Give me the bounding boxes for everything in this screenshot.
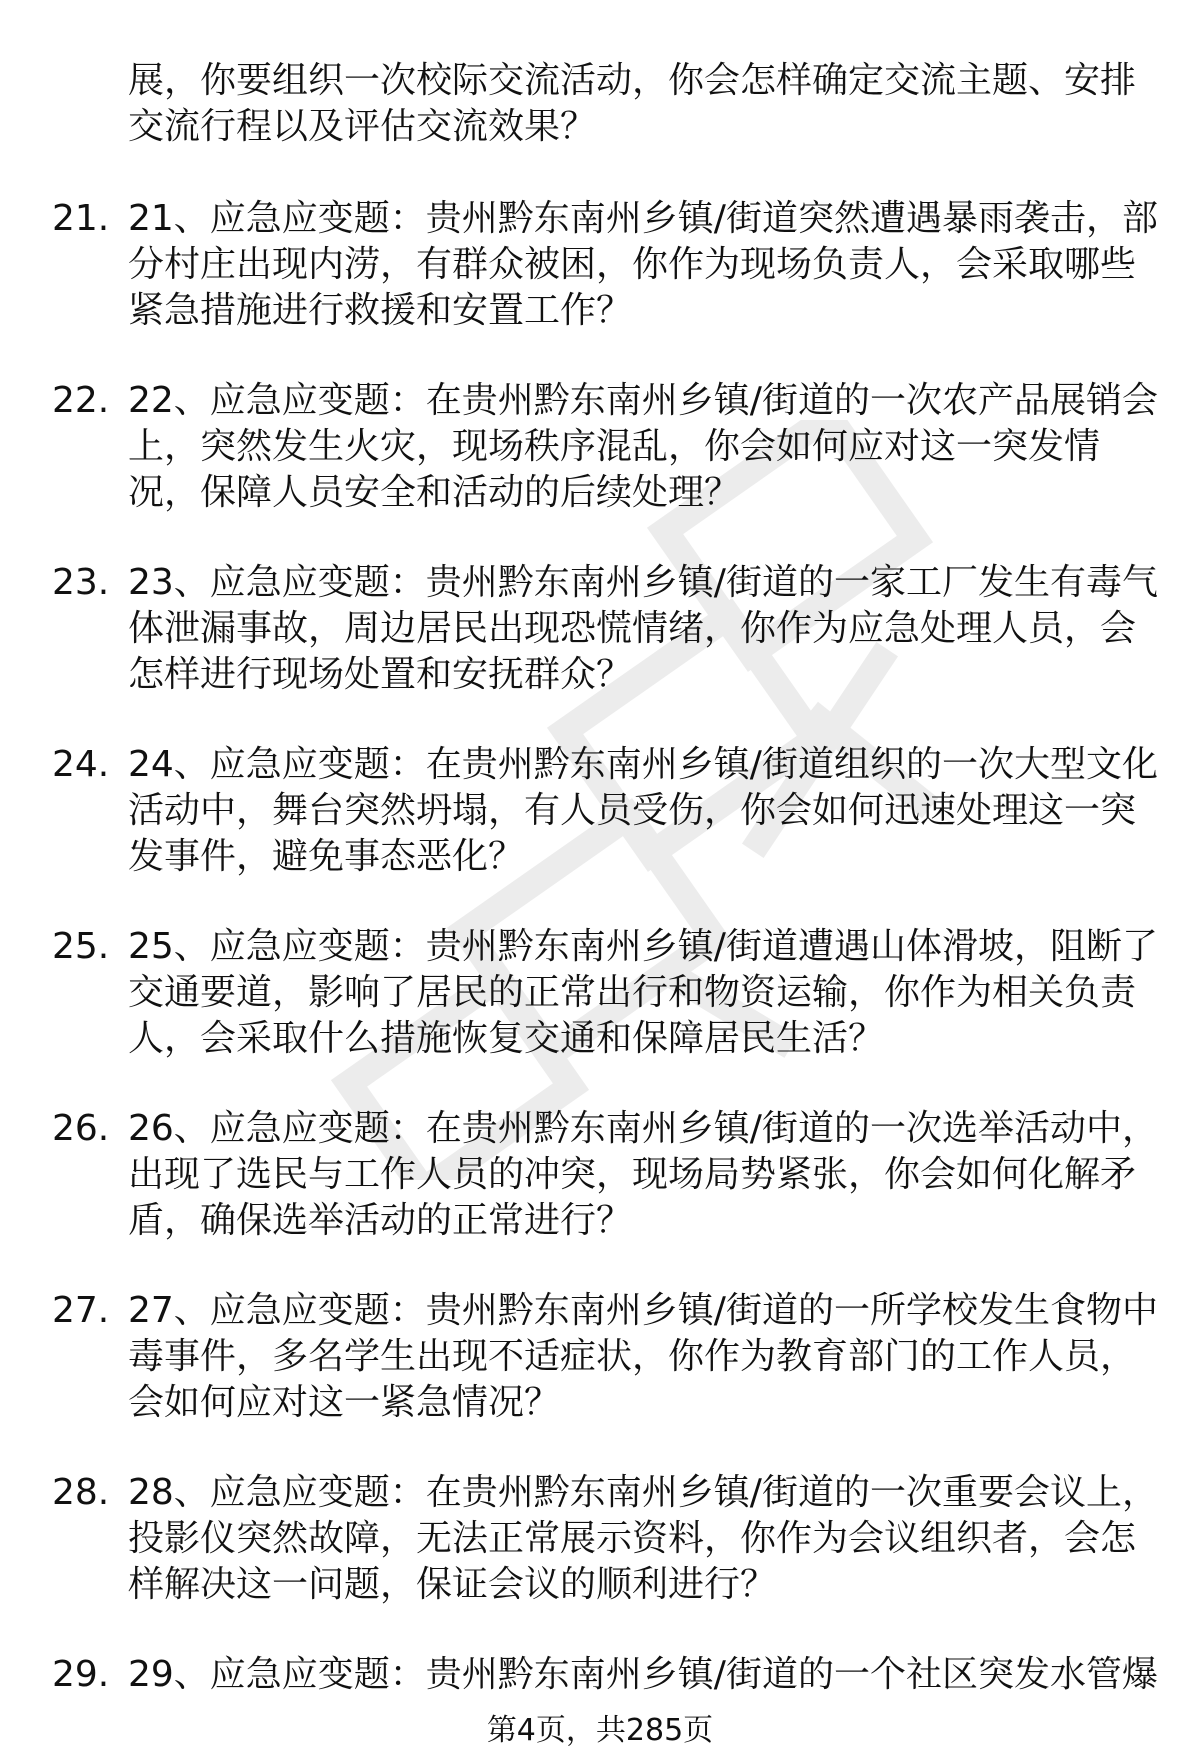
item-number: 29.	[52, 1654, 110, 1695]
list-item	[0, 378, 1200, 516]
item-text: 21、应急应变题：贵州黔东南州乡镇/街道突然遭遇暴雨袭击，部分村庄出现内涝，有群众被困，你作为现场负责人，会采取哪些紧急措施进行救援和安置工作？	[128, 198, 1158, 331]
item-number: 23.	[52, 562, 110, 603]
list-item	[0, 1288, 1200, 1426]
list-item	[0, 924, 1200, 1062]
item-number: 27.	[52, 1290, 110, 1331]
item-text: 25、应急应变题：贵州黔东南州乡镇/街道遭遇山体滑坡，阻断了交通要道，影响了居民的正常出行和物资运输，你作为相关负责人，会采取什么措施恢复交通和保障居民生活？	[128, 926, 1158, 1059]
list-item	[0, 560, 1200, 698]
item-number: 24.	[52, 744, 110, 785]
item-text: 22、应急应变题：在贵州黔东南州乡镇/街道的一次农产品展销会上，突然发生火灾，现场秩序混乱，你会如何应对这一突发情况，保障人员安全和活动的后续处理？	[128, 380, 1158, 513]
item-number: 22.	[52, 380, 110, 421]
continuation-text: 展，你要组织一次校际交流活动，你会怎样确定交流主题、安排交流行程以及评估交流效果？	[128, 60, 1137, 147]
item-text: 29、应急应变题：贵州黔东南州乡镇/街道的一个社区突发水管爆	[128, 1654, 1158, 1695]
item-text: 28、应急应变题：在贵州黔东南州乡镇/街道的一次重要会议上，投影仪突然故障，无法正常展示资料，你作为会议组织者，会怎样解决这一问题，保证会议的顺利进行？	[128, 1472, 1158, 1605]
item-number: 26.	[52, 1108, 110, 1149]
list-item	[0, 1652, 1200, 1698]
item-text: 23、应急应变题：贵州黔东南州乡镇/街道的一家工厂发生有毒气体泄漏事故，周边居民出现恐慌情绪，你作为应急处理人员，会怎样进行现场处置和安抚群众？	[128, 562, 1158, 695]
list-item	[0, 196, 1200, 334]
list-item	[0, 1470, 1200, 1608]
list-item	[0, 742, 1200, 880]
question-list	[0, 58, 1200, 1742]
item-text: 24、应急应变题：在贵州黔东南州乡镇/街道组织的一次大型文化活动中，舞台突然坍塌，有人员受伤，你会如何迅速处理这一突发事件，避免事态恶化？	[128, 744, 1158, 877]
item-number: 25.	[52, 926, 110, 967]
item-number: 21.	[52, 198, 110, 239]
item-number: 28.	[52, 1472, 110, 1513]
page-footer: 第4页，共285页	[486, 1713, 714, 1748]
item-text: 27、应急应变题：贵州黔东南州乡镇/街道的一所学校发生食物中毒事件，多名学生出现不适症状，你作为教育部门的工作人员，会如何应对这一紧急情况？	[128, 1290, 1158, 1423]
list-item	[0, 1106, 1200, 1244]
item-text: 26、应急应变题：在贵州黔东南州乡镇/街道的一次选举活动中，出现了选民与工作人员的冲突，现场局势紧张，你会如何化解矛盾，确保选举活动的正常进行？	[128, 1108, 1158, 1241]
